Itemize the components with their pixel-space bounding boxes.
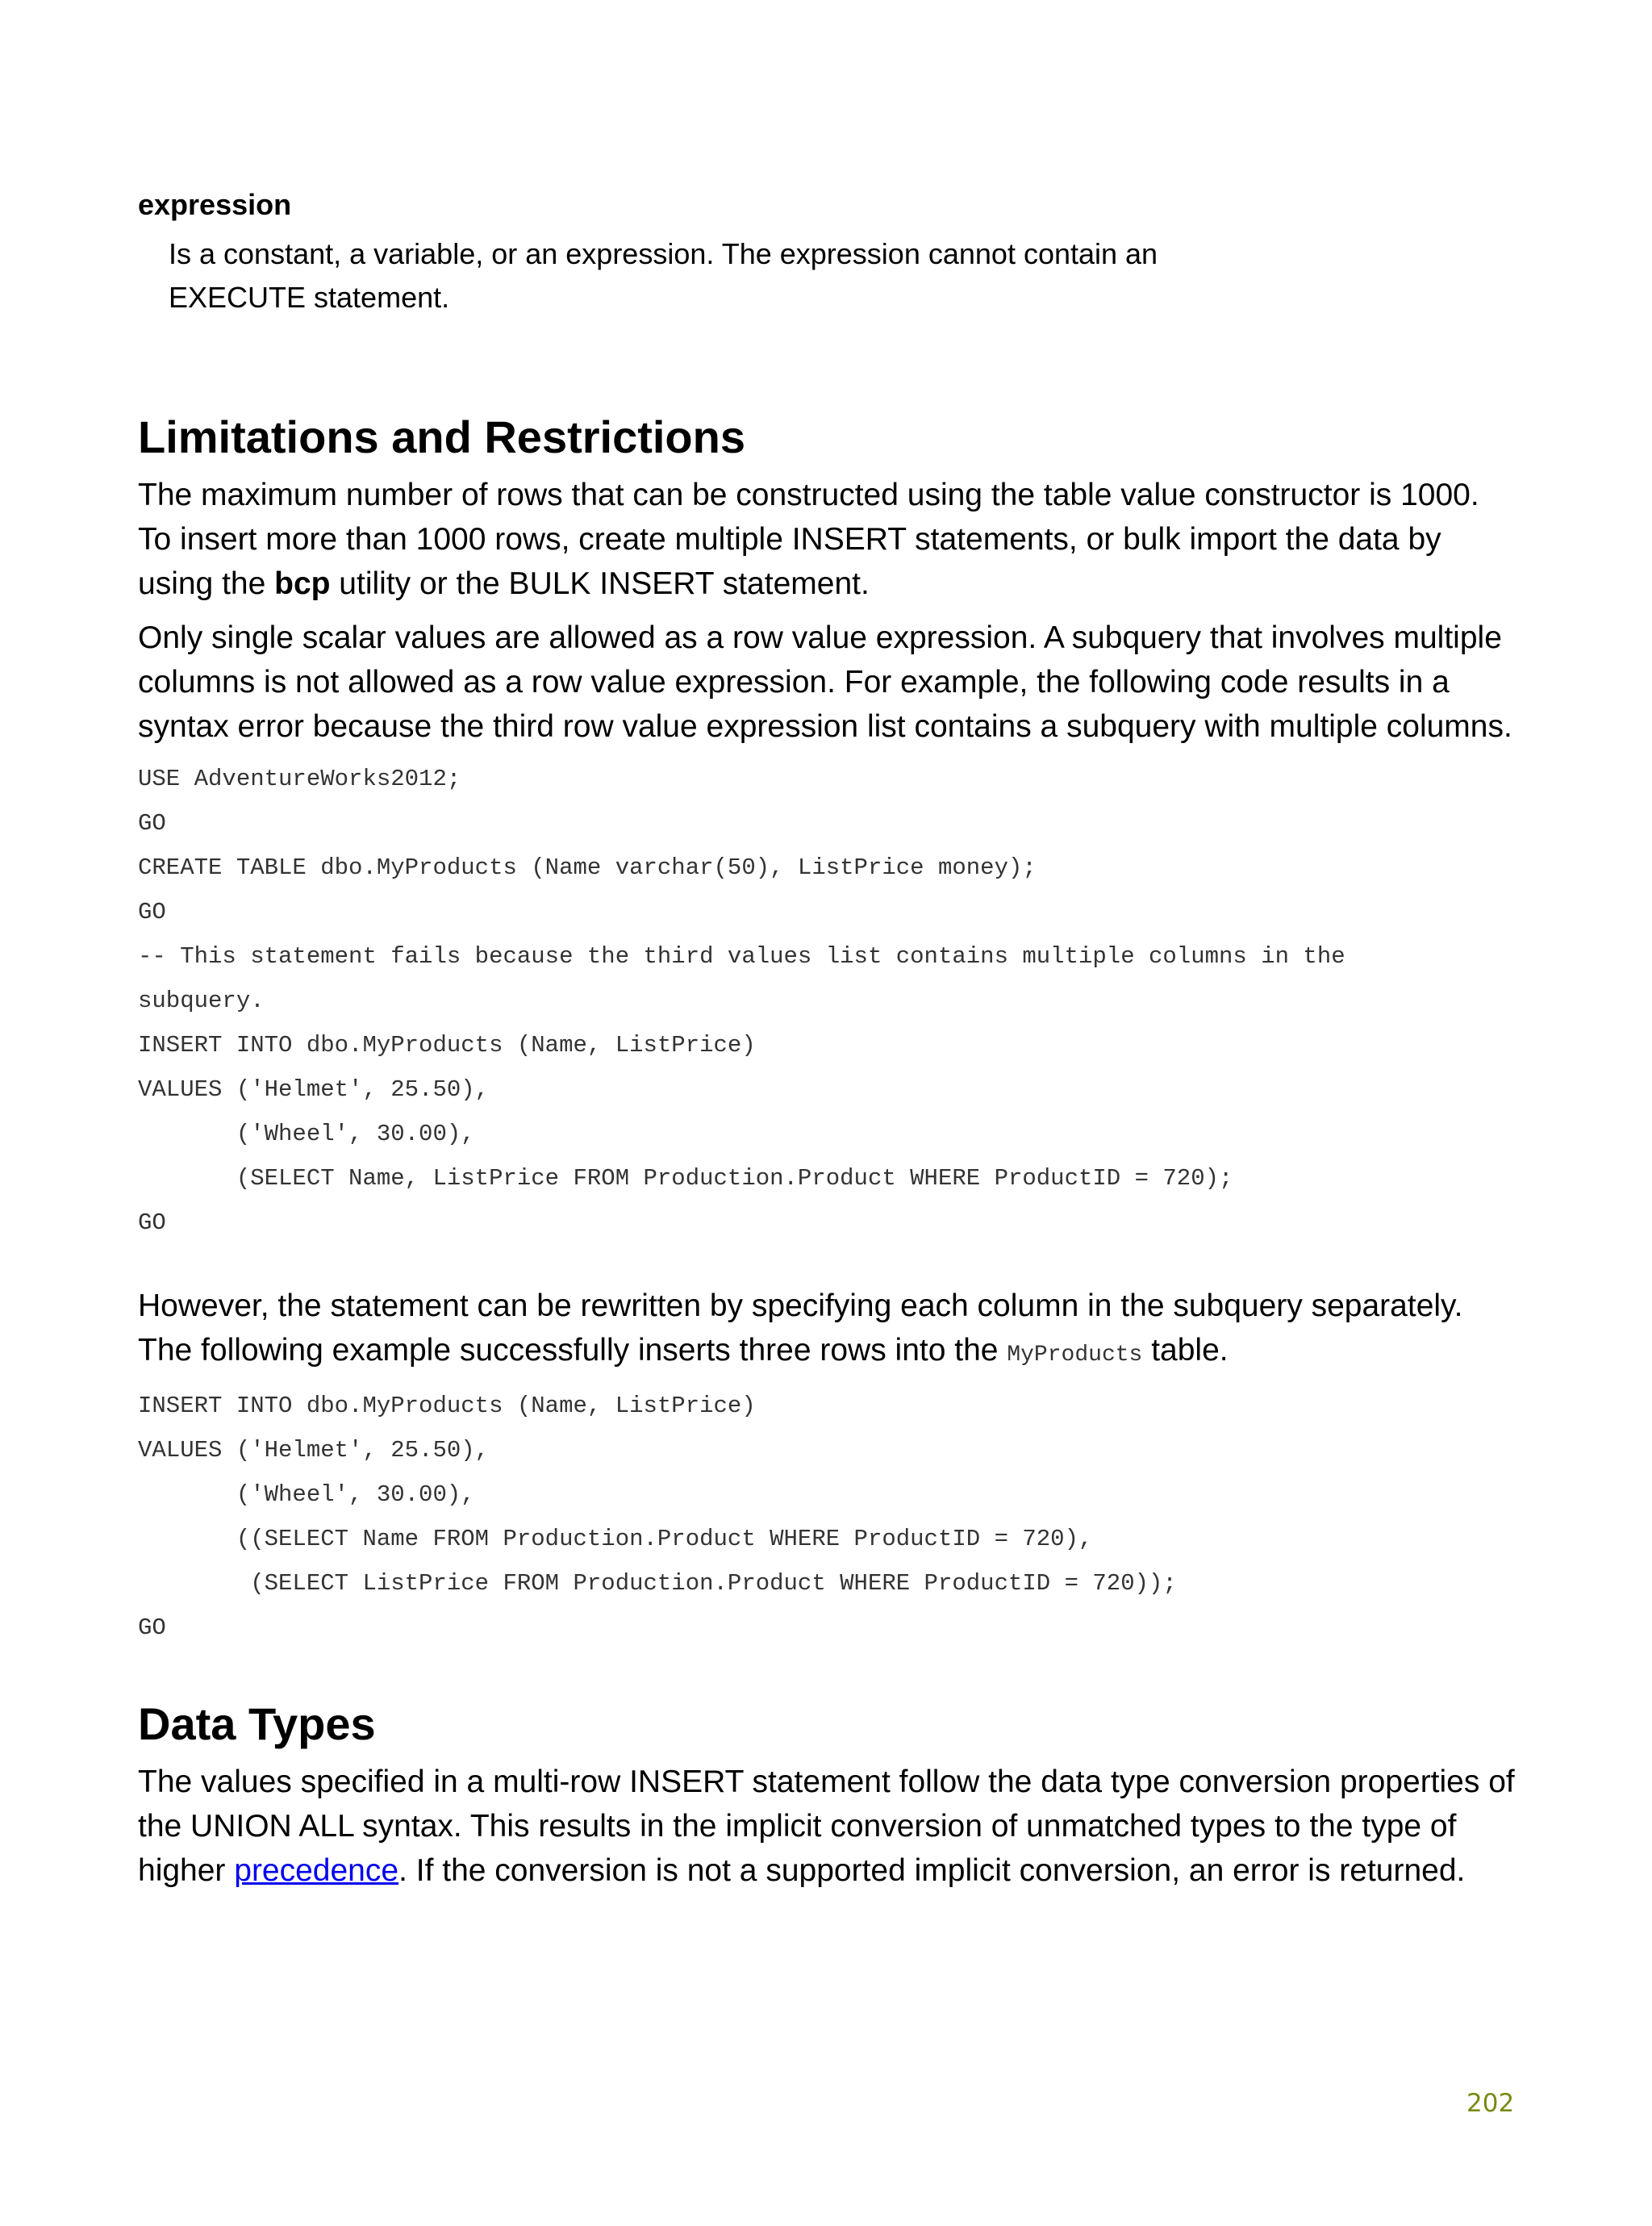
inline-code-myproducts: MyProducts	[1007, 1343, 1143, 1368]
term-description: Is a constant, a variable, or an expression. The expression cannot contain an EXECUTE statement.	[169, 237, 1158, 314]
data-types-paragraph: The values specified in a multi-row INSERT statement follow the data type conversion properties of the UNION ALL syntax. This results in the implicit conversion of unmatched types to the type of higher precedence. If the conversion is not a supported implicit conversion, an error is returned.	[138, 1765, 1515, 1888]
code-line: GO	[138, 1209, 166, 1236]
page-number: 202	[1466, 2089, 1515, 2118]
data-types-heading: Data Types	[138, 1698, 376, 1749]
code-line: GO	[138, 810, 166, 837]
code-line: INSERT INTO dbo.MyProducts (Name, ListPrice)	[138, 1032, 756, 1059]
code-comment-line: -- This statement fails because the third values list contains multiple columns in the	[138, 943, 1345, 970]
rewrite-paragraph: However, the statement can be rewritten by specifying each column in the subquery separately. The following example successfully inserts three rows into the MyProducts table.	[138, 1288, 1463, 1368]
precedence-link[interactable]: precedence	[234, 1853, 399, 1888]
limitations-paragraph-2: Only single scalar values are allowed as a row value expression. A subquery that involves multiple columns is not allowed as a row value expression. For example, the following code results in a syntax error because the third row value expression list contains a subquery with multiple columns.	[138, 620, 1512, 744]
code-line: ('Wheel', 30.00),	[138, 1121, 475, 1147]
code-line: CREATE TABLE dbo.MyProducts (Name varchar(50), ListPrice money);	[138, 854, 1037, 881]
bcp-term: bcp	[274, 566, 331, 601]
code-comment-line: subquery.	[138, 988, 265, 1014]
code-line: (SELECT Name, ListPrice FROM Production.Product WHERE ProductID = 720);	[138, 1165, 1233, 1192]
code-line: INSERT INTO dbo.MyProducts (Name, ListPrice)	[138, 1393, 756, 1419]
limitations-heading: Limitations and Restrictions	[138, 411, 745, 462]
code-line: VALUES ('Helmet', 25.50),	[138, 1437, 490, 1464]
code-line: GO	[138, 1614, 166, 1641]
document-page	[138, 186, 1517, 1893]
code-line: VALUES ('Helmet', 25.50),	[138, 1076, 490, 1103]
code-line: USE AdventureWorks2012;	[138, 766, 461, 792]
code-line: (SELECT ListPrice FROM Production.Product WHERE ProductID = 720));	[138, 1570, 1177, 1597]
term-expression: expression	[138, 188, 292, 221]
code-line: ('Wheel', 30.00),	[138, 1481, 475, 1508]
code-block-failing-insert	[138, 757, 1517, 1245]
code-block-successful-insert	[138, 1384, 1517, 1650]
limitations-paragraph-1: The maximum number of rows that can be constructed using the table value constructor is 1000. To insert more than 1000 rows, create multiple INSERT statements, or bulk import the data by using the bcp utility or the BULK INSERT statement.	[138, 478, 1479, 601]
code-line: GO	[138, 899, 166, 925]
code-line: ((SELECT Name FROM Production.Product WHERE ProductID = 720),	[138, 1526, 1093, 1552]
